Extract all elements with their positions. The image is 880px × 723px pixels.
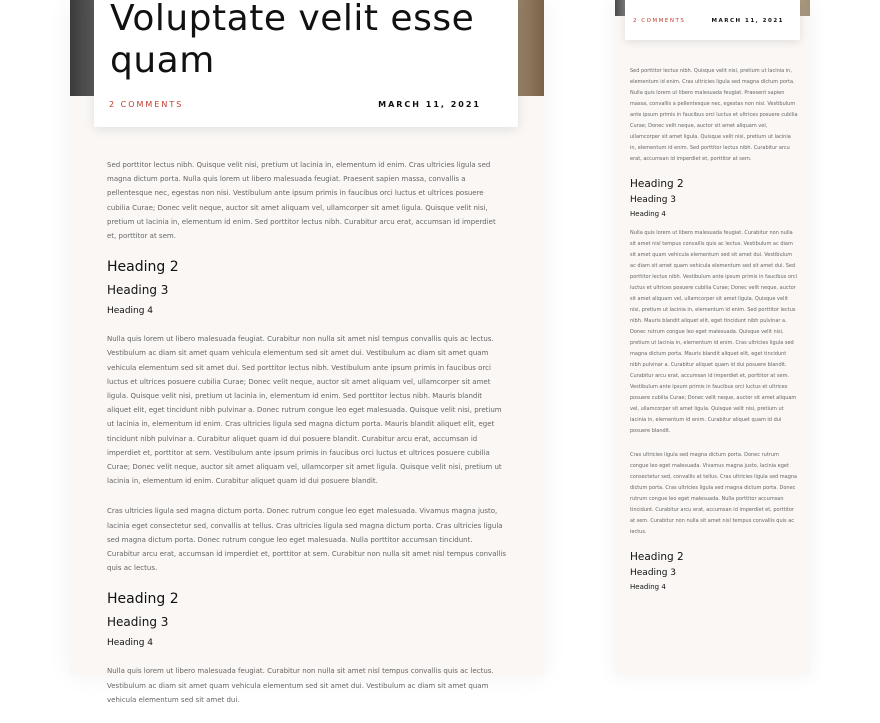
paragraph: Nulla quis lorem ut libero malesuada feugiat. Curabitur non nulla sit amet nisl tempus convallis quis ac lectus. Vestibulum ac diam sit amet quam vehicula elementum sed sit amet dui. Vestibulum ac diam sit amet quam vehicula elementum sed sit amet dui. (107, 667, 494, 704)
desktop-preview (70, 0, 544, 704)
mobile-preview (615, 0, 810, 675)
heading-3: Heading 3 (107, 615, 169, 630)
comments-link[interactable]: 2 COMMENTS (109, 100, 184, 109)
heading-2: Heading 2 (630, 178, 684, 190)
heading-2: Heading 2 (630, 551, 684, 563)
comments-link[interactable]: 2 COMMENTS (633, 18, 686, 24)
heading-4: Heading 4 (107, 638, 154, 649)
paragraph: Sed porttitor lectus nibh. Quisque velit nisi, pretium ut lacinia in, elementum id enim. Cras ultricies ligula sed magna dictum porta. Nulla quis lorem ut libero malesuada feugiat. Praesent sapien massa, convallis a pellentesque nec, egestas non nisi. Vestibulum ante ipsum primis in faucibus orci luctus et ultrices posuere cubilia Curae; Donec velit neque, auctor sit amet aliquam vel, ullamcorper sit amet ligula. Quisque velit nisi, pretium ut lacinia in, elementum id enim. Sed porttitor lectus nibh. Curabitur arcu erat, accumsan id imperdiet et, porttitor at sem. (630, 68, 798, 162)
post-date: MARCH 11, 2021 (378, 100, 481, 109)
heading-3: Heading 3 (107, 283, 169, 298)
heading-4: Heading 4 (630, 583, 666, 591)
post-date: MARCH 11, 2021 (711, 18, 784, 24)
paragraph: Cras ultricies ligula sed magna dictum porta. Donec rutrum congue leo eget malesuada. Vivamus magna justo, lacinia eget consectetur sed, convallis at tellus. Cras ultricies ligula sed magna dictum porta. Cras ultricies ligula sed magna dictum porta. Donec rutrum congue leo eget malesuada. Nulla porttitor accumsan tincidunt. Curabitur arcu erat, accumsan id imperdiet et, porttitor at sem. Curabitur non nulla sit amet nisl tempus convallis quis ac lectus. (107, 507, 506, 573)
post-content (630, 66, 798, 601)
heading-2: Heading 2 (107, 591, 179, 608)
heading-4: Heading 4 (107, 306, 154, 317)
post-header-card (94, 0, 518, 127)
post-title: Voluptate velit esse quam (110, 0, 475, 81)
paragraph: Nulla quis lorem ut libero malesuada feugiat. Curabitur non nulla sit amet nisl tempus convallis quis ac lectus. Vestibulum ac diam sit amet quam vehicula elementum sed sit amet dui. Vestibulum ac diam sit amet quam vehicula elementum sed sit amet dui. Sed porttitor lectus nibh. Vestibulum ante ipsum primis in faucibus orci luctus et ultrices posuere cubilia Curae; Donec velit neque, auctor sit amet aliquam vel, ullamcorper sit amet ligula. Quisque velit nisi, pretium ut lacinia in, elementum id enim. Sed porttitor lectus nibh. Mauris blandit aliquet elit, eget tincidunt nibh pulvinar a. Donec rutrum congue leo eget malesuada. Quisque velit nisi, pretium ut lacinia in, elementum id enim. Cras ultricies ligula sed magna dictum porta. Mauris blandit aliquet elit, eget tincidunt nibh pulvinar a. Curabitur aliquet quam id dui posuere blandit. Curabitur arcu erat, accumsan id imperdiet et, porttitor at sem. Vestibulum ante ipsum primis in faucibus orci luctus et ultrices posuere cubilia Curae; Donec velit neque, auctor sit amet aliquam vel, ullamcorper sit amet ligula. Quisque velit nisi, pretium ut lacinia in, elementum id enim. Curabitur aliquet quam id dui posuere blandit. (107, 335, 502, 486)
paragraph: Sed porttitor lectus nibh. Quisque velit nisi, pretium ut lacinia in, elementum id enim. Cras ultricies ligula sed magna dictum porta. Nulla quis lorem ut libero malesuada feugiat. Praesent sapien massa, convallis a pellentesque nec, egestas non nisi. Vestibulum ante ipsum primis in faucibus orci luctus et ultrices posuere cubilia Curae; Donec velit neque, auctor sit amet aliquam vel, ullamcorper sit amet ligula. Quisque velit nisi, pretium ut lacinia in, elementum id enim. Sed porttitor lectus nibh. Curabitur arcu erat, accumsan id imperdiet et, porttitor at sem. (107, 161, 496, 241)
post-header-card (625, 0, 800, 40)
post-content (107, 158, 507, 723)
paragraph: Nulla quis lorem ut libero malesuada feugiat. Curabitur non nulla sit amet nisl tempus convallis quis ac lectus. Vestibulum ac diam sit amet quam vehicula elementum sed sit amet dui. Vestibulum ac diam sit amet quam vehicula elementum sed sit amet dui. Sed porttitor lectus nibh. Vestibulum ante ipsum primis in faucibus orci luctus et ultrices posuere cubilia Curae; Donec velit neque, auctor sit amet aliquam vel, ullamcorper sit amet ligula. Quisque velit nisi, pretium ut lacinia in, elementum id enim. Sed porttitor lectus nibh. Mauris blandit aliquet elit, eget tincidunt nibh pulvinar a. Donec rutrum congue leo eget malesuada. Quisque velit nisi, pretium ut lacinia in, elementum id enim. Cras ultricies ligula sed magna dictum porta. Mauris blandit aliquet elit, eget tincidunt nibh pulvinar a. Curabitur aliquet quam id dui posuere blandit. Curabitur arcu erat, accumsan id imperdiet et, porttitor at sem. Vestibulum ante ipsum primis in faucibus orci luctus et ultrices posuere cubilia Curae; Donec velit neque, auctor sit amet aliquam vel, ullamcorper sit amet ligula. Quisque velit nisi, pretium ut lacinia in, elementum id enim. Curabitur aliquet quam id dui posuere blandit. (630, 230, 797, 434)
heading-2: Heading 2 (107, 259, 179, 276)
paragraph: Cras ultricies ligula sed magna dictum porta. Donec rutrum congue leo eget malesuada. Vivamus magna justo, lacinia eget consectetur sed, convallis at tellus. Cras ultricies ligula sed magna dictum porta. Cras ultricies ligula sed magna dictum porta. Donec rutrum congue leo eget malesuada. Nulla porttitor accumsan tincidunt. Curabitur arcu erat, accumsan id imperdiet et, porttitor at sem. Curabitur non nulla sit amet nisl tempus convallis quis ac lectus. (630, 452, 798, 535)
heading-3: Heading 3 (630, 195, 677, 205)
heading-4: Heading 4 (630, 210, 666, 218)
heading-3: Heading 3 (630, 568, 677, 578)
